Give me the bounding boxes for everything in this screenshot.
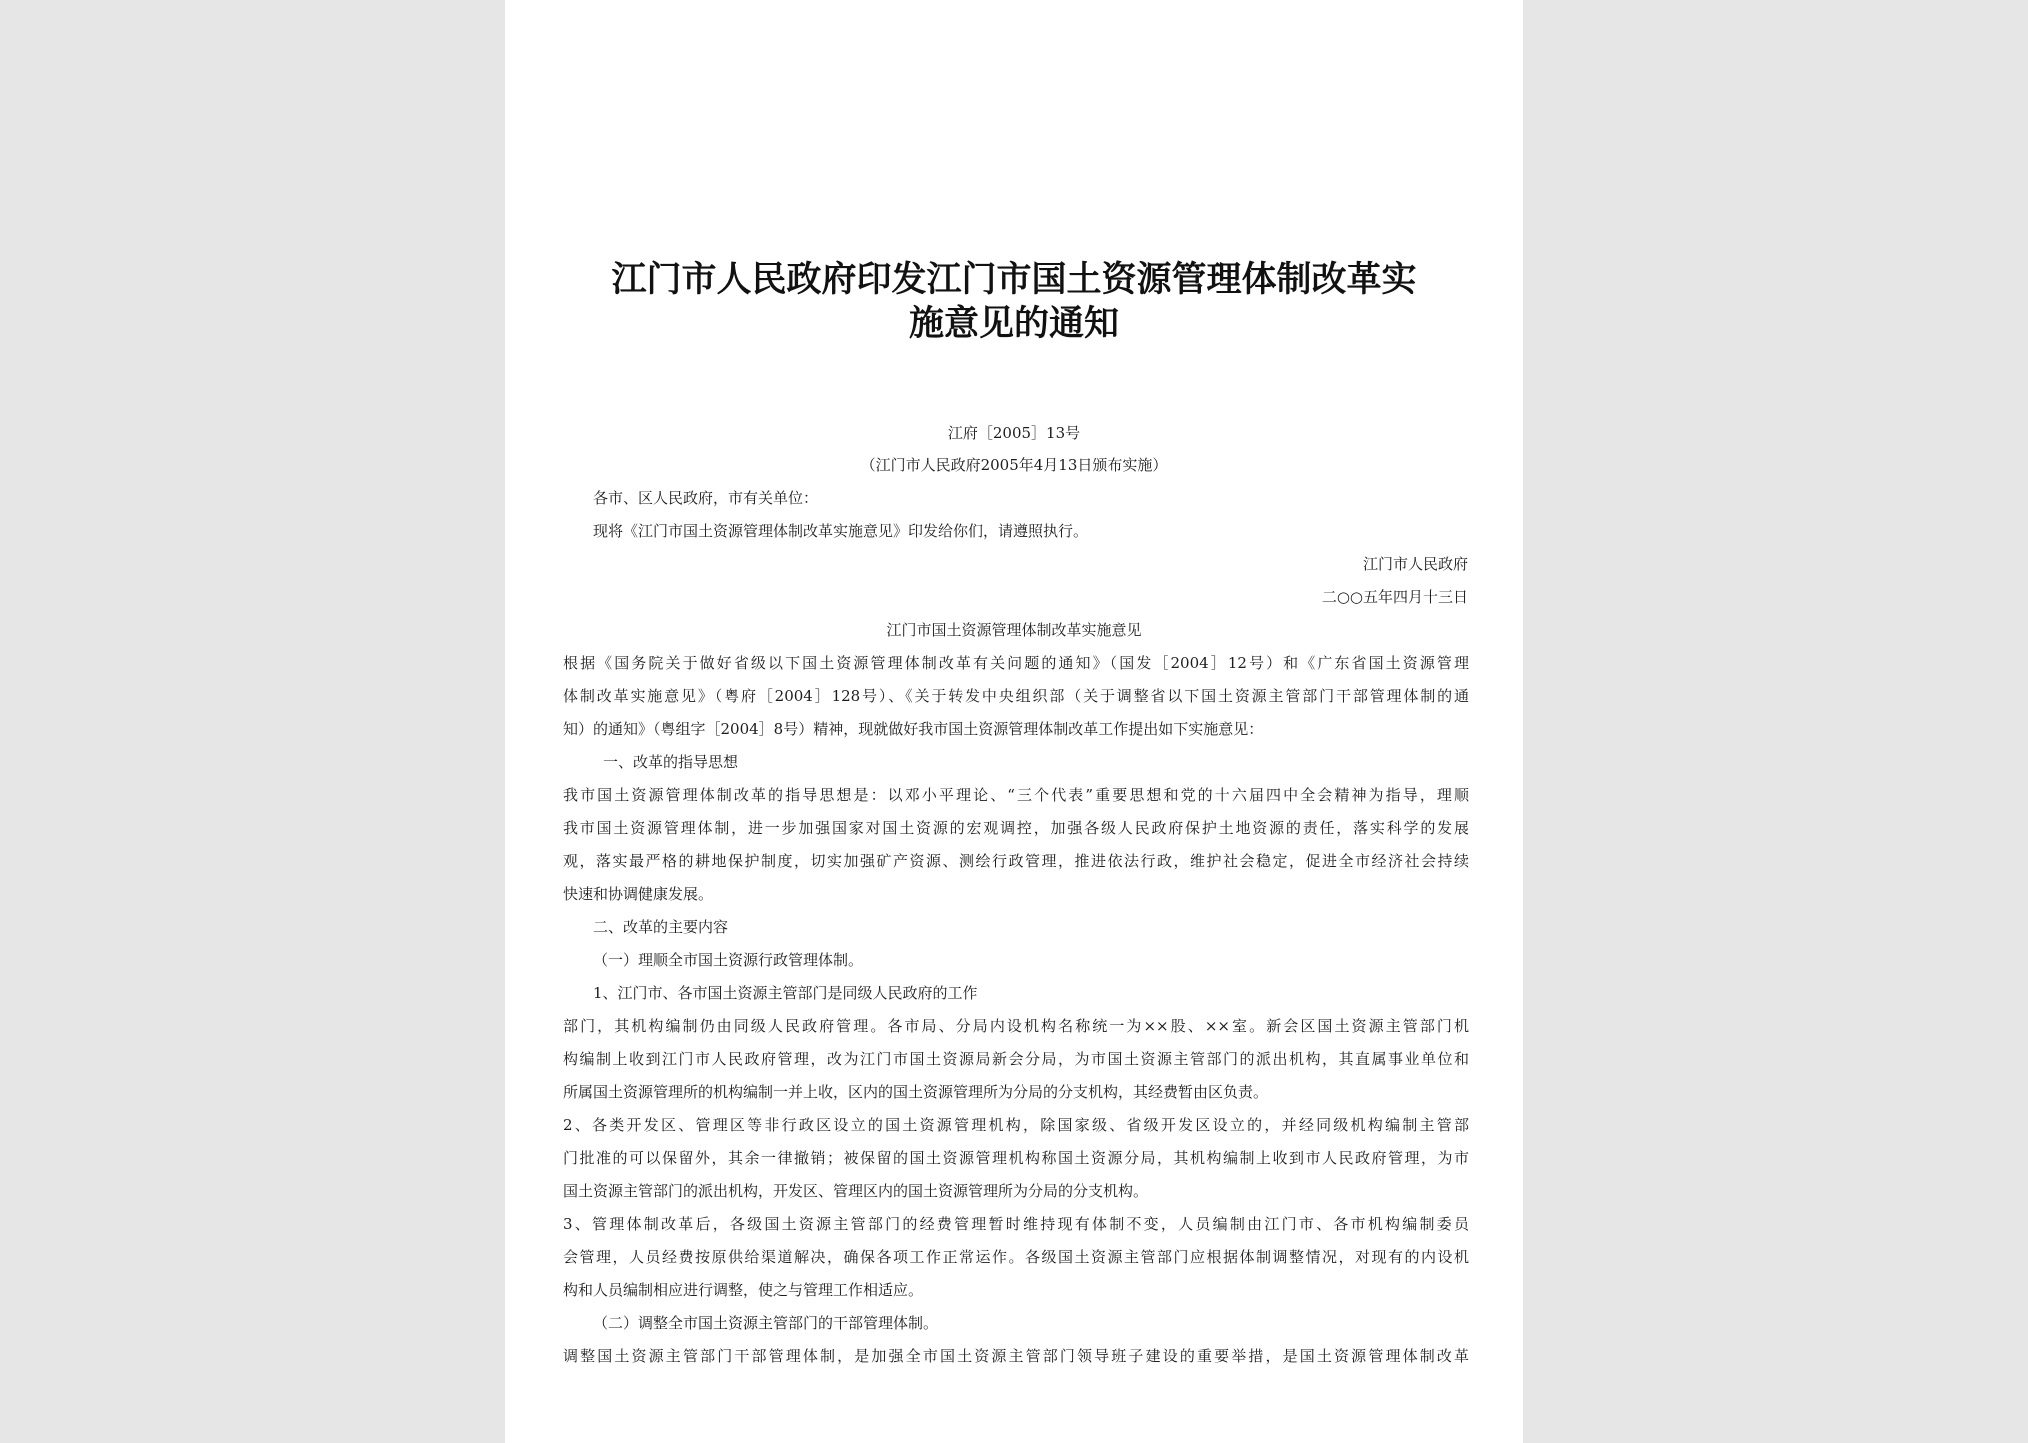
section-heading: 一、改革的指导思想 [603,753,739,771]
paragraph-line: 会管理，人员经费按原供给渠道解决，确保各项工作正常运作。各级国土资源主管部门应根据体制调整情况，对现有的内设机 [563,1248,1469,1266]
paragraph-line: 国土资源主管部门的派出机构，开发区、管理区内的国土资源管理所为分局的分支机构。 [563,1182,1149,1200]
document-page [505,0,1523,1443]
paragraph-line: 知）的通知》（粤组字［2004］8号）精神，现就做好我市国土资源管理体制改革工作提出如下实施意见： [563,720,1264,738]
paragraph-line: 快速和协调健康发展。 [563,885,714,903]
paragraph-line: 所属国土资源管理所的机构编制一并上收，区内的国土资源管理所为分局的分支机构，其经费暂由区负责。 [563,1083,1269,1101]
title-line-1: 江门市人民政府印发江门市国土资源管理体制改革实 [611,260,1417,300]
notice-text: 现将《江门市国土资源管理体制改革实施意见》印发给你们，请遵照执行。 [593,522,1089,540]
paragraph-line: 观，落实最严格的耕地保护制度，切实加强矿产资源、测绘行政管理，推进依法行政，维护社会稳定，促进全市经济社会持续 [563,852,1469,870]
section-heading: 二、改革的主要内容 [593,918,729,936]
paragraph-line: 2、各类开发区、管理区等非行政区设立的国土资源管理机构，除国家级、省级开发区设立的，并经同级机构编制主管部 [563,1116,1469,1134]
paragraph-line: 我市国土资源管理体制，进一步加强国家对国土资源的宏观调控，加强各级人民政府保护土地资源的责任，落实科学的发展 [563,819,1469,837]
paragraph-line: 构和人员编制相应进行调整，使之与管理工作相适应。 [563,1281,924,1299]
title-line-2: 施意见的通知 [908,304,1119,344]
salutation: 各市、区人民政府，市有关单位： [593,489,819,507]
issued-note: （江门市人民政府2005年4月13日颁布实施） [860,456,1168,474]
paragraph-line: 我市国土资源管理体制改革的指导思想是：以邓小平理论、“三个代表”重要思想和党的十六届四中全会精神为指导，理顺 [563,786,1469,804]
paragraph-line: 调整国土资源主管部门干部管理体制，是加强全市国土资源主管部门领导班子建设的重要举措，是国土资源管理体制改革 [563,1347,1469,1365]
paragraph-line: 门批准的可以保留外，其余一律撤销；被保留的国土资源管理机构称国土资源分局，其机构编制上收到市人民政府管理，为市 [563,1149,1469,1167]
document-number: 江府［2005］13号 [947,424,1081,442]
document-title [585,258,1443,346]
paragraph-line: 构编制上收到江门市人民政府管理，改为江门市国土资源局新会分局，为市国土资源主管部门的派出机构，其直属事业单位和 [563,1050,1469,1068]
item-heading: 1、江门市、各市国土资源主管部门是同级人民政府的工作 [593,984,978,1002]
subsection-heading: （二）调整全市国土资源主管部门的干部管理体制。 [593,1314,939,1332]
attachment-title: 江门市国土资源管理体制改革实施意见 [886,621,1142,639]
subsection-heading: （一）理顺全市国土资源行政管理体制。 [593,951,864,969]
paragraph-line: 体制改革实施意见》（粤府［2004］128号）、《关于转发中央组织部（关于调整省以下国土资源主管部门干部管理体制的通 [563,687,1469,705]
signature-org: 江门市人民政府 [1362,555,1468,573]
signature-date: 二○○五年四月十三日 [1321,588,1468,606]
paragraph-line: 根据《国务院关于做好省级以下国土资源管理体制改革有关问题的通知》（国发［2004］12号）和《广东省国土资源管理 [563,654,1469,672]
paragraph-line: 部门，其机构编制仍由同级人民政府管理。各市局、分局内设机构名称统一为××股、××室。新会区国土资源主管部门机 [563,1017,1469,1035]
paragraph-line: 3、管理体制改革后，各级国土资源主管部门的经费管理暂时维持现有体制不变，人员编制由江门市、各市机构编制委员 [563,1215,1469,1233]
